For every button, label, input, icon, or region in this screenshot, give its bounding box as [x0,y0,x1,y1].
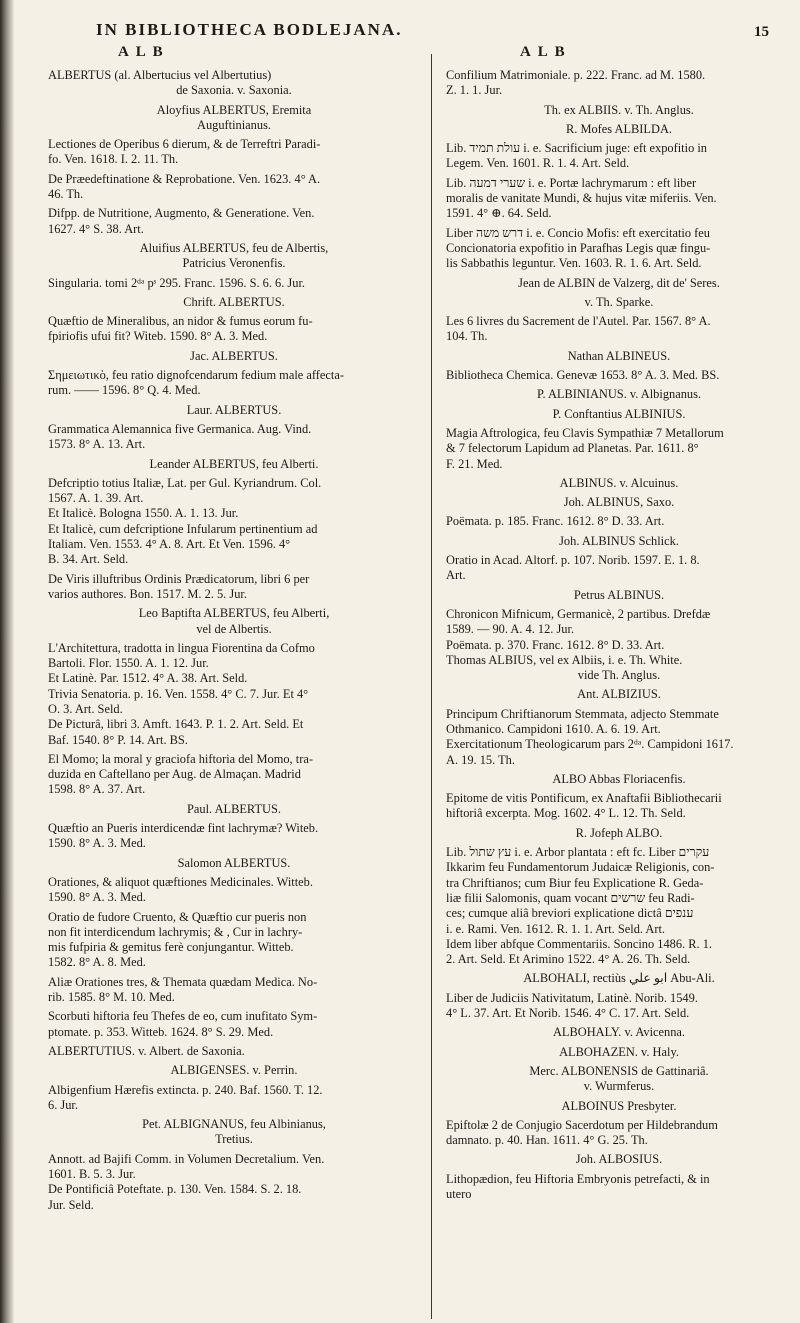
entry-line: Trivia Senatoria. p. 16. Ven. 1558. 4° C. 7. Jur. Et 4° [48,686,309,701]
entry-line: Petrus ALBINUS. [573,587,665,602]
catalogue-entry [48,606,420,637]
catalogue-entry [446,534,792,549]
entry-line: Et Italicè, cum defcriptione Infularum pertinentium ad [48,521,318,536]
entry-line: hiftoriâ excerpta. Mog. 1602. 4° L. 12. Th. Seld. [446,806,686,821]
entry-line: Jean de ALBIN de Valzerg, dit de' Seres. [518,275,720,290]
entry-line: P. Conftantius ALBINIUS. [552,406,686,421]
entry-line: Tretius. [215,1132,253,1147]
entry-line: Poëmata. p. 185. Franc. 1612. 8° D. 33. Art. [446,514,665,529]
catalogue-entry [446,226,792,272]
catalogue-entry [48,1063,420,1078]
entry-line: 1590. 8° A. 3. Med. [48,836,146,851]
running-head: IN BIBLIOTHECA BODLEJANA. [96,20,403,39]
entry-line: Chronicon Mifnicum, Germanicè, 2 partibus. Drefdæ [446,606,711,621]
entry-line: 1601. B. 5. 3. Jur. [48,1167,136,1181]
catalogue-entry [446,1025,792,1040]
entry-line: Difpp. de Nutritione, Augmento, & Generatione. Ven. [48,206,315,221]
catalogue-entry [446,991,792,1022]
entry-line: Ikkarim feu Fundamentorum Judaicæ Religionis, con- [446,860,715,875]
catalogue-entry [446,68,792,99]
catalogue-entry [446,476,792,491]
entry-line: Merc. ALBONENSIS de Gattinariâ. [529,1063,709,1078]
catalogue-entry [446,1064,792,1095]
entry-line: ALBERTUTIUS. v. Albert. de Saxonia. [48,1043,245,1058]
catalogue-entry [48,910,420,971]
entry-line: Leander ALBERTUS, feu Alberti. [149,456,319,471]
entry-line: Liber דרש משה i. e. Concio Mofis: eft exercitatio feu [446,225,710,240]
entry-line: El Momo; la moral y graciofa hiftoria del Momo, tra- [48,751,313,766]
entry-line: lis Sabbathis leguntur. Ven. 1603. R. 1. 6. Art. Seld. [446,256,702,271]
entry-line: Aloyfius ALBERTUS, Eremita [156,102,312,117]
catalogue-entry [446,514,792,529]
entry-line: Art. [446,568,466,583]
entry-line: Laur. ALBERTUS. [186,402,282,417]
entry-line: Principum Chriftianorum Stemmata, adjecto Stemmate [446,706,719,721]
entry-line: 6. Jur. [48,1097,78,1112]
entry-line: Ant. ALBIZIUS. [577,687,661,702]
entry-line: Magia Aftrologica, feu Clavis Sympathiæ 7 Metallorum [446,425,724,440]
entry-line: Poëmata. p. 370. Franc. 1612. 8° D. 33. Art. [446,637,665,652]
entry-line: Lib. שערי דמעה i. e. Portæ lachrymarum : eft liber [446,175,697,190]
entry-line: Quæftio de Mineralibus, an nidor & fumus eorum fu- [48,314,313,329]
entry-line: B. 34. Art. Seld. [48,552,129,567]
catalogue-entry [48,875,420,906]
entry-line: Lib. עולת תמיד i. e. Sacrificium juge: eft expofitio in [446,141,707,156]
entry-line: Et Italicè. Bologna 1550. A. 1. 13. Jur. [48,506,239,521]
entry-line: & 7 felectorum Lapidum ad Planetas. Par. 1611. 8° [446,441,699,456]
catalogue-entry [48,137,420,168]
catalogue-entry [446,295,792,310]
entry-line: ALBOHALY. v. Avicenna. [552,1025,686,1040]
entry-line: ALBO Abbas Floriacenfis. [552,771,686,786]
entry-line: vel de Albertis. [196,621,272,636]
entry-line: fo. Ven. 1618. I. 2. 11. Th. [48,152,179,167]
entry-line: Italiam. Ven. 1553. 4° A. 8. Art. Et Ven. 1596. 4° [48,537,291,552]
entry-line: 1598. 8° A. 37. Art. [48,782,146,797]
entry-line: Chrift. ALBERTUS. [183,294,285,309]
catalogue-entry [446,791,792,822]
entry-line: 1627. 4° S. 38. Art. [48,221,144,236]
entry-line: vide Th. Anglus. [577,668,661,683]
column-divider [431,54,432,1319]
entry-line: moralis de vanitate Mundi, & hujus vitæ miferiis. Ven. [446,191,717,206]
catalogue-entry [48,368,420,399]
entry-line: Thomas ALBIUS, vel ex Albiis, i. e. Th. White. [446,652,683,667]
entry-line: Patricius Veronenfis. [182,256,286,271]
entry-line: Salomon ALBERTUS. [177,855,291,870]
entry-line: Baf. 1540. 8° P. 14. Art. BS. [48,732,188,747]
catalogue-entry [48,349,420,364]
catalogue-entry [48,856,420,871]
catalogue-entry [446,971,792,986]
entry-line: Lectiones de Operibus 6 dierum, & de Terreftri Paradi- [48,137,321,152]
catalogue-entry [446,314,792,345]
catalogue-entry [48,1044,420,1059]
entry-line: ptomate. p. 353. Witteb. 1624. 8° S. 29. Med. [48,1024,274,1039]
catalogue-entry [48,641,420,748]
catalogue-entry [446,607,792,683]
entry-line: Scorbuti hiftoria feu Thefes de eo, cum inufitato Sym- [48,1009,318,1024]
entry-line: Bartoli. Flor. 1550. A. 1. 12. Jur. [48,656,209,671]
entry-line: Bibliotheca Chemica. Genevæ 1653. 8° A. 3. Med. BS. [446,368,720,383]
entry-line: De Præedeftinatione & Reprobatione. Ven. 1623. 4° A. [48,171,321,186]
catalogue-entry [446,495,792,510]
entry-line: Jur. Seld. [48,1197,94,1212]
catalogue-entry [48,1117,420,1148]
catalogue-entry [446,1099,792,1114]
entry-line: De Viris illuftribus Ordinis Prædicatorum, libri 6 per [48,571,310,586]
entry-line: damnato. p. 40. Han. 1611. 4° G. 25. Th. [446,1133,648,1148]
entry-line: Othmanico. Campidoni 1610. A. 6. 19. Art. [446,721,661,736]
entry-line: v. Wurmferus. [583,1079,655,1094]
catalogue-entry [446,772,792,787]
entry-line: Concionatoria expofitio in Parafhas Legis quæ fingu- [446,240,711,255]
entry-line: Paul. ALBERTUS. [187,801,281,816]
entry-line: Defcriptio totius Italiæ, Lat. per Gul. Kyriandrum. Col. [48,475,322,490]
entry-line: 1589. — 90. A. 4. 12. Jur. [446,622,575,637]
catalogue-entry [48,403,420,418]
entry-line: Leo Baptifta ALBERTUS, feu Alberti, [138,606,330,621]
entry-line: R. Mofes ALBILDA. [565,121,672,136]
catalogue-entry [446,1172,792,1203]
catalogue-entry [446,141,792,172]
right-column [446,68,792,1206]
entry-line: utero [446,1187,472,1201]
left-column-heading: A L B [118,44,165,60]
catalogue-entry [446,176,792,222]
catalogue-entry [446,588,792,603]
catalogue-entry [446,845,792,967]
catalogue-entry [48,206,420,237]
entry-line: 1590. 8° A. 3. Med. [48,890,146,905]
catalogue-entry [446,1118,792,1149]
catalogue-entry [48,1152,420,1213]
entry-line: Σημειωτικὸ, feu ratio dignofcendarum fedium male affecta- [48,368,344,383]
entry-line: Liber de Judiciis Nativitatum, Latinè. Norib. 1549. [446,990,698,1005]
entry-line: tra Chriftianos; cum Biur feu Explicatione R. Geda- [446,875,704,890]
catalogue-entry [48,172,420,203]
entry-line: Nathan ALBINEUS. [567,348,671,363]
entry-line: 104. Th. [446,329,488,344]
entry-line: L'Architettura, tradotta in lingua Fiorentina da Cofmo [48,640,315,655]
entry-line: 1582. 8° A. 8. Med. [48,955,146,970]
entry-line: Aluifius ALBERTUS, feu de Albertis, [139,240,329,255]
catalogue-entry [48,241,420,272]
entry-line: i. e. Rami. Ven. 1612. R. 1. 1. Art. Seld. Art. [446,921,666,936]
entry-line: Grammatica Alemannica five Germanica. Aug. Vind. [48,421,312,436]
catalogue-entry [446,707,792,768]
catalogue-entry [48,476,420,568]
entry-line: Oratio in Acad. Altorf. p. 107. Norib. 1597. E. 1. 8. [446,553,700,568]
entry-line: rum. —— 1596. 8° Q. 4. Med. [48,383,201,398]
catalogue-entry [48,975,420,1006]
catalogue-entry [48,802,420,817]
catalogue-entry [48,572,420,603]
entry-line: mis fufpiria & gemitus ferè conjungantur. Witteb. [48,940,294,955]
entry-line: Oratio de fudore Cruento, & Quæftio cur pueris non [48,909,307,924]
entry-line: Auguftinianus. [197,117,271,132]
entry-line: Jac. ALBERTUS. [190,348,278,363]
entry-line: Joh. ALBINUS, Saxo. [563,495,675,510]
entry-line: ces; cumque aliâ breviori explicatione dictâ ענפים [446,906,694,921]
catalogue-entry [48,295,420,310]
catalogue-entry [48,1009,420,1040]
book-gutter-shadow [0,0,14,1323]
catalogue-entry [446,407,792,422]
entry-line: varios authores. Bon. 1517. M. 2. 5. Jur. [48,586,247,601]
entry-line: 1567. A. 1. 39. Art. [48,491,144,506]
catalogue-entry [446,553,792,584]
entry-line: non fit interdicendum lachrymis; & , Cur in lachry- [48,924,303,939]
catalogue-entry [48,103,420,134]
entry-line: de Saxonia. v. Saxonia. [176,83,292,98]
entry-line: De Pontificiâ Poteftate. p. 130. Ven. 1584. S. 2. 18. [48,1182,302,1197]
entry-line: fpiriofis ufui fit? Witeb. 1590. 8° A. 3. Med. [48,329,268,344]
entry-line: Lithopædion, feu Hiftoria Embryonis petrefacti, & in [446,1171,710,1186]
entry-line: A. 19. 15. Th. [446,752,515,767]
catalogue-entry [446,122,792,137]
catalogue-entry [446,368,792,383]
catalogue-entry [446,387,792,402]
entry-line: O. 3. Art. Seld. [48,701,123,716]
catalogue-entry [48,422,420,453]
entry-line: P. ALBINIANUS. v. Albignanus. [536,387,702,402]
entry-line: v. Th. Sparke. [584,294,654,309]
catalogue-entry [48,821,420,852]
catalogue-entry [446,426,792,472]
entry-line: Annott. ad Bajifi Comm. in Volumen Decretalium. Ven. [48,1151,325,1166]
right-column-heading: A L B [520,44,567,60]
catalogue-entry [446,687,792,702]
entry-line: Orationes, & aliquot quæftiones Medicinales. Witteb. [48,874,313,889]
catalogue-entry [446,349,792,364]
catalogue-entry [48,752,420,798]
catalogue-entry [48,1083,420,1114]
entry-line: Idem liber abfque Commentariis. Soncino 1486. R. 1. [446,936,713,951]
entry-line: 1573. 8° A. 13. Art. [48,437,146,452]
entry-line: ALBIGENSES. v. Perrin. [170,1063,298,1078]
catalogue-entry [48,276,420,291]
entry-line: ALBOINUS Presbyter. [561,1098,677,1113]
entry-line: Albigenfium Hærefis extincta. p. 240. Baf. 1560. T. 12. [48,1082,323,1097]
entry-line: Z. 1. 1. Jur. [446,83,503,98]
entry-line: Epiftolæ 2 de Conjugio Sacerdotum per Hildebrandum [446,1117,718,1132]
entry-line: Joh. ALBINUS Schlick. [559,533,679,548]
left-column [48,68,420,1217]
entry-line: ALBOHAZEN. v. Haly. [559,1044,679,1059]
entry-line: Quæftio an Pueris interdicendæ fint lachrymæ? Witeb. [48,821,319,836]
catalogue-entry [446,276,792,291]
catalogue-entry [48,314,420,345]
entry-line: duzida en Caftellano per Aug. de Almaçan. Madrid [48,767,301,782]
catalogue-entry [446,103,792,118]
entry-line: ALBERTUS (al. Albertucius vel Albertutius) [48,68,272,82]
entry-line: rib. 1585. 8° M. 10. Med. [48,990,175,1005]
entry-line: F. 21. Med. [446,456,503,471]
entry-line: Pet. ALBIGNANUS, feu Albinianus, [142,1117,326,1132]
entry-line: ALBINUS. v. Alcuinus. [559,475,679,490]
entry-line: 4° L. 37. Art. Et Norib. 1546. 4° C. 17. Art. Seld. [446,1006,690,1021]
entry-line: Confilium Matrimoniale. p. 222. Franc. ad M. 1580. [446,68,706,82]
entry-line: Th. ex ALBIIS. v. Th. Anglus. [544,102,694,117]
catalogue-entry [48,457,420,472]
entry-line: 46. Th. [48,187,84,202]
page-number: 15 [754,24,769,40]
entry-line: 2. Art. Seld. Et Arimino 1522. 4° A. 26. Th. Seld. [446,952,691,967]
entry-line: Exercitationum Theologicarum pars 2ᵈᵃ. Campidoni 1617. [446,737,734,752]
entry-line: Legem. Ven. 1601. R. 1. 4. Art. Seld. [446,156,630,171]
entry-line: liæ filii Salomonis, quam vocant שרשים feu Radi- [446,890,695,905]
entry-line: Et Latinè. Par. 1512. 4° A. 38. Art. Seld. [48,671,248,686]
catalogue-entry [446,1045,792,1060]
entry-line: Les 6 livres du Sacrement de l'Autel. Par. 1567. 8° A. [446,314,711,329]
entry-line: 1591. 4° ⊕. 64. Seld. [446,206,552,221]
entry-line: Lib. עץ שתול i. e. Arbor plantata : eft fc. Liber עקרים [446,845,710,860]
entry-line: De Picturâ, libri 3. Amft. 1643. P. 1. 2. Art. Seld. Et [48,717,304,732]
entry-line: R. Jofeph ALBO. [575,825,663,840]
entry-line: ALBOHALI, rectiùs ابو علي Abu-Ali. [523,971,715,986]
entry-line: Epitome de vitis Pontificum, ex Anaftafii Bibliothecarii [446,791,722,806]
catalogue-entry [446,1152,792,1167]
catalogue-entry [446,826,792,841]
entry-line: Joh. ALBOSIUS. [575,1152,663,1167]
entry-line: Aliæ Orationes tres, & Themata quædam Medica. No- [48,974,318,989]
entry-line: Singularia. tomi 2ᵈᵃ pˢ 295. Franc. 1596. S. 6. 6. Jur. [48,275,305,290]
catalogue-entry [48,68,420,99]
